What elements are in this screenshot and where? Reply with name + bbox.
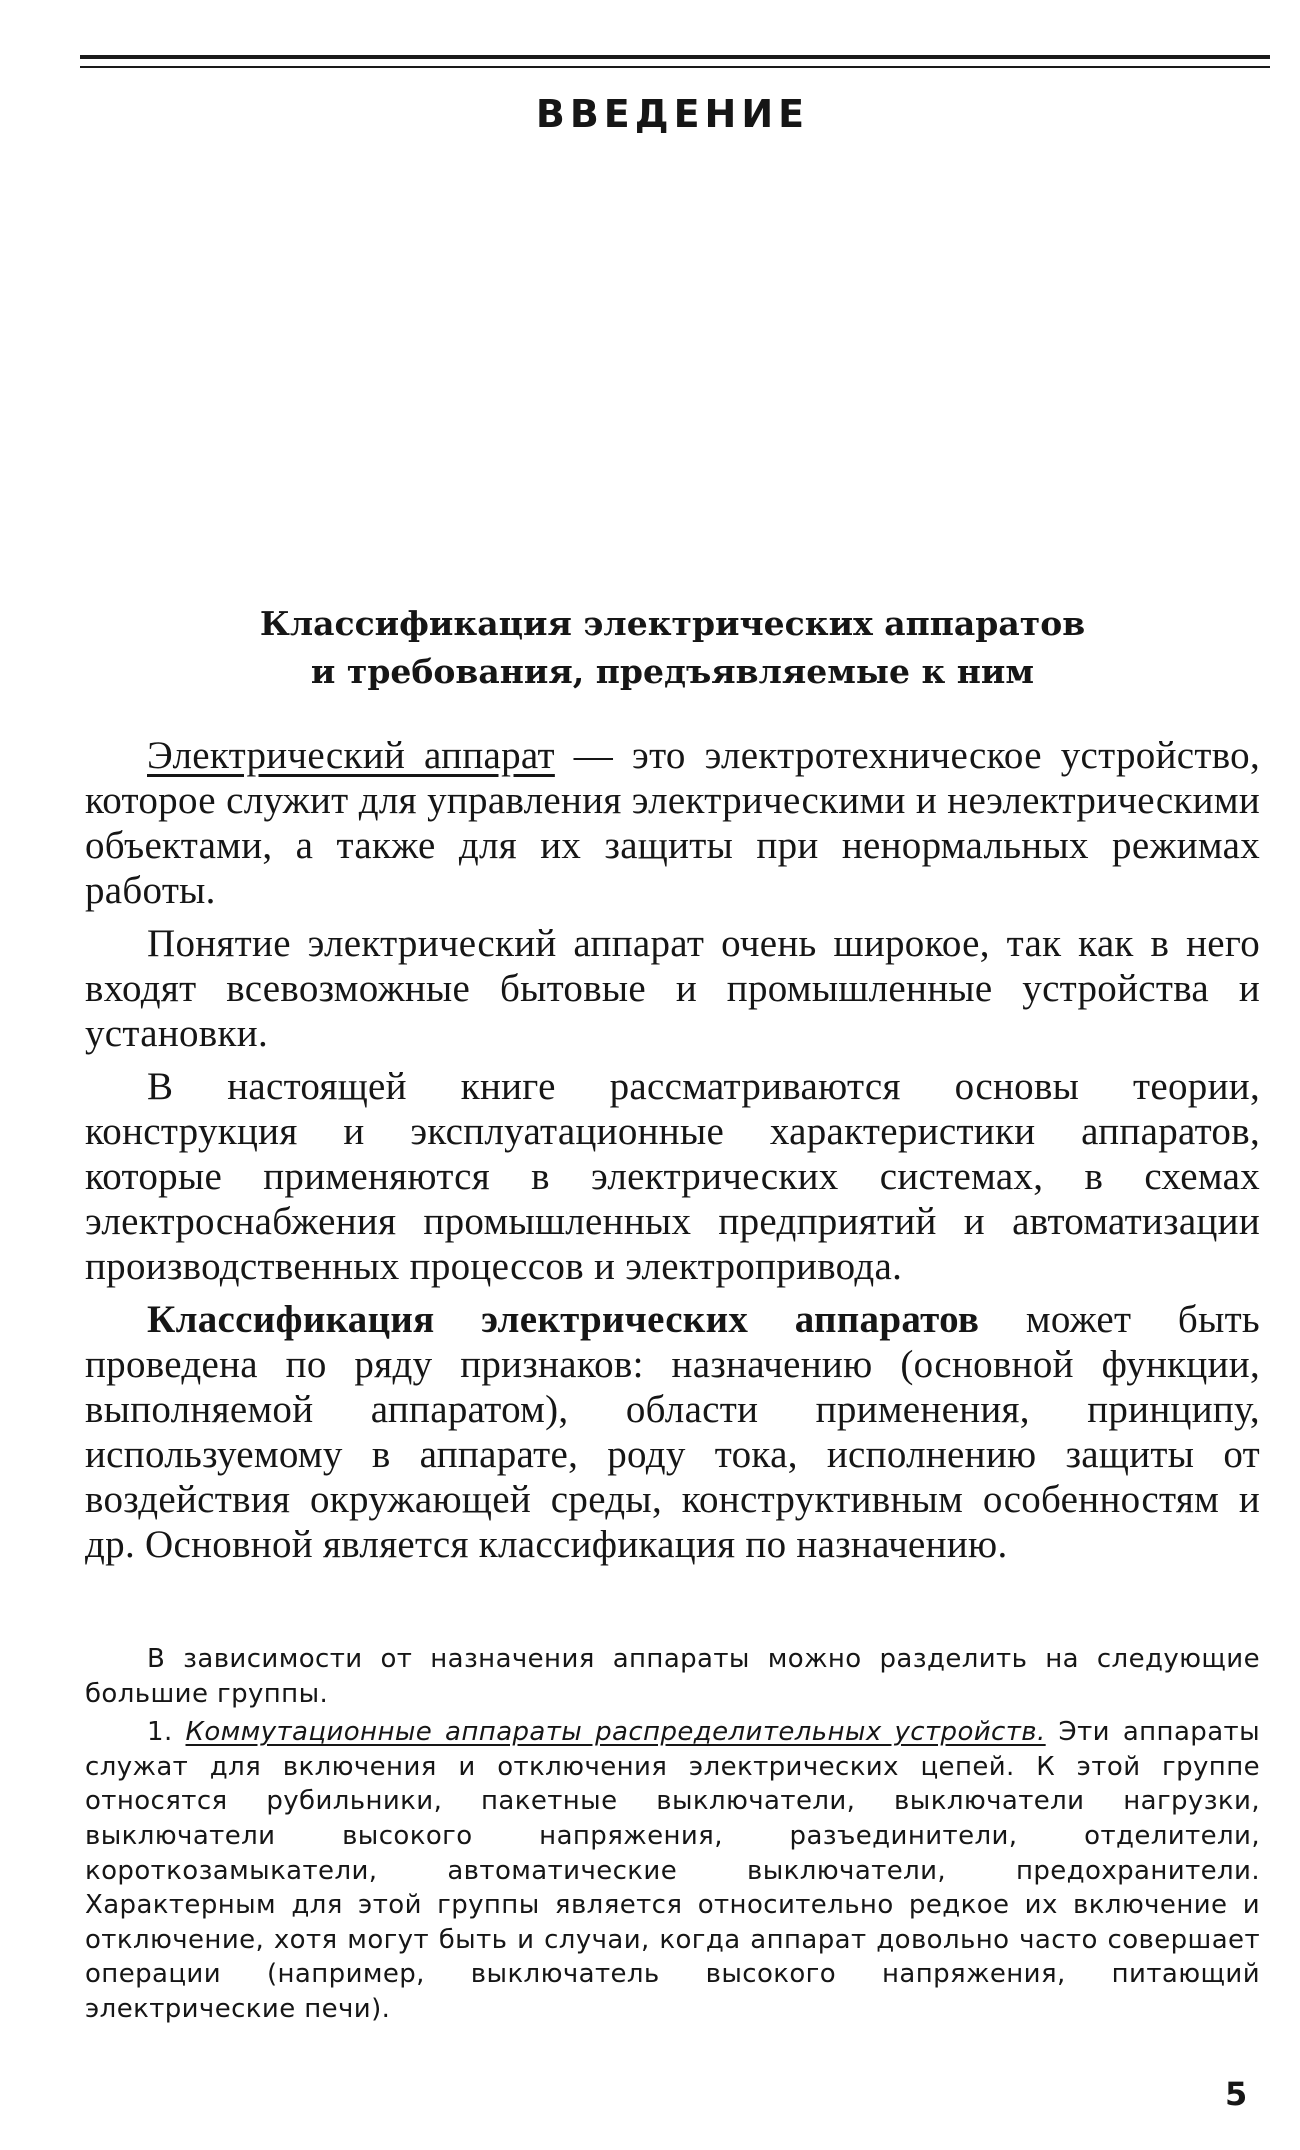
chapter-title: ВВЕДЕНИЕ	[535, 92, 810, 136]
paragraph-definition-text: — это электротехническое устройство, которое служит для управления электрическими и неэлектрическими объектами, а также для их защиты при ненормальных режимах работы.	[85, 734, 1261, 912]
paragraph-concept: Понятие электрический аппарат очень широкое, так как в него входят всевозможные бытовые и промышленные устройства и установки.	[85, 922, 1260, 1055]
paragraph-group-1	[85, 1715, 1260, 2026]
paragraph-group-1-text: Эти аппараты служат для включения и отключения электрических цепей. К этой группе относятся рубильники, пакетные выключатели, выключатели нагрузки, выключатели высокого напряжения, разъединители, отделители, короткозамыкатели, автоматические выключатели, предохранители. Характерным для этой группы является относительно редкое их включение и отключение, хотя могут быть и случаи, когда аппарат довольно часто совершает операции (например, выключатель высокого напряжения, питающий электрические печи).	[85, 1717, 1260, 2024]
classification-term: Классификация электрических аппаратов	[147, 1298, 980, 1341]
section-title-line-1: Классификация электрических аппаратов	[259, 604, 1086, 643]
header-rule-thin	[80, 66, 1270, 68]
section-title	[85, 600, 1260, 696]
small-print-text	[85, 1642, 1260, 2031]
section-title-line-2: и требования, предъявляемые к ним	[310, 652, 1035, 691]
paragraph-groups-intro: В зависимости от назначения аппараты можно разделить на следующие большие группы.	[85, 1644, 1260, 1709]
page-number: 5	[1225, 2075, 1248, 2113]
book-page	[85, 0, 1260, 2150]
paragraph-definition	[85, 733, 1260, 913]
paragraph-classification-text: может быть проведена по ряду признаков: назначению (основной функции, выполняемой аппаратом), области применения, принципу, используемому в аппарате, роду тока, исполнению защиты от воздействия окружающей среды, конструктивным особенностям и др. Основной является классификация по назначению.	[85, 1298, 1260, 1566]
main-text	[85, 733, 1260, 1575]
defined-term: Электрический аппарат	[147, 734, 555, 777]
paragraph-book-scope: В настоящей книге рассматриваются основы теории, конструкция и эксплуатационные характеристики аппаратов, которые применяются в электрических системах, в схемах электроснабжения промышленных предприятий и автоматизации производственных процессов и электропривода.	[85, 1065, 1260, 1288]
paragraph-classification	[85, 1297, 1260, 1567]
group-term: Коммутационные аппараты распределительных устройств.	[185, 1717, 1046, 1748]
group-number: 1.	[147, 1717, 186, 1748]
header-rule	[80, 55, 1270, 59]
